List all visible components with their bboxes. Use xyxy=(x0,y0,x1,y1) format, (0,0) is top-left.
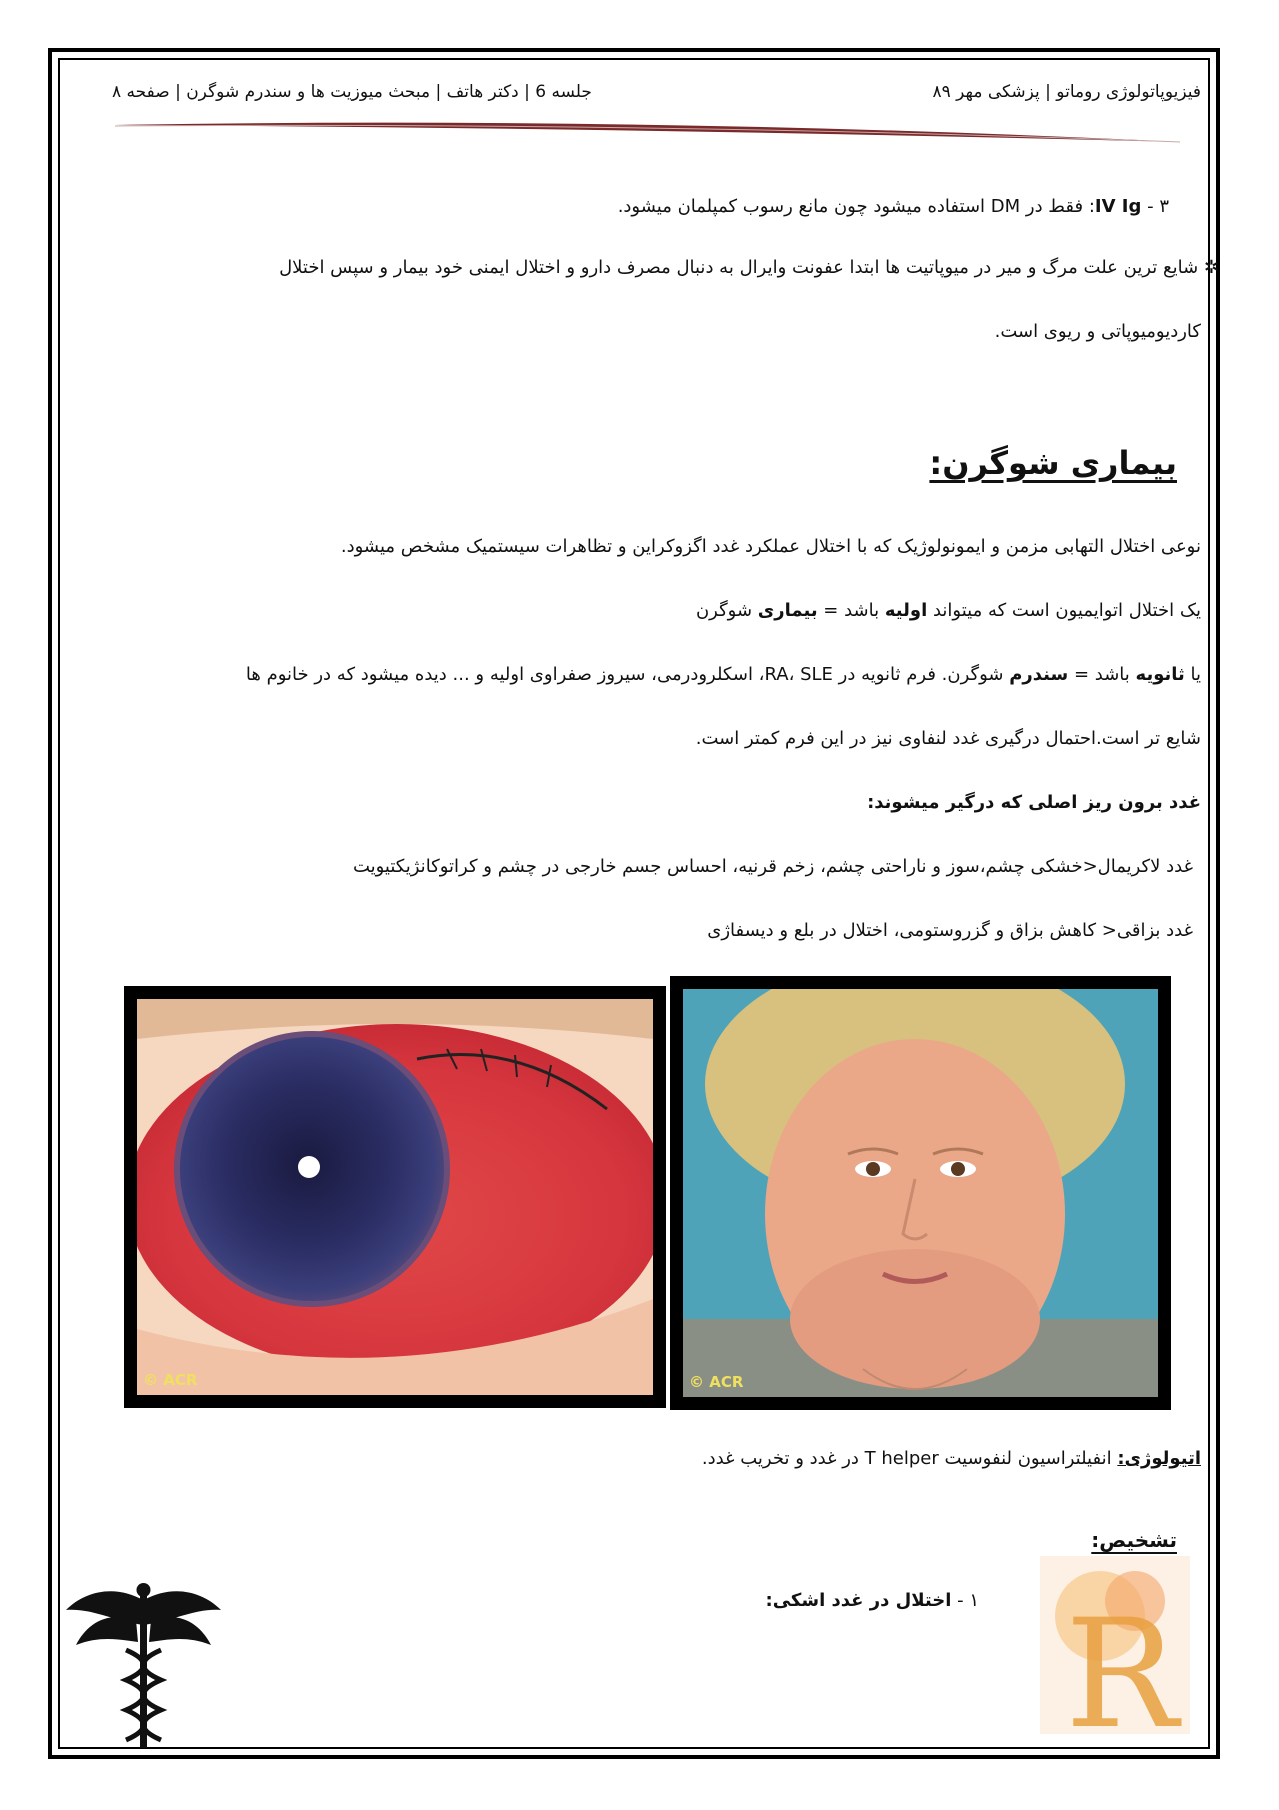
red-eye-illustration xyxy=(137,999,653,1395)
page-frame-inner xyxy=(58,58,1210,1749)
item-ivig: ۳ - IV Ig: فقط در DM استفاده میشود چون مانع رسوب کمپلمان میشود. xyxy=(617,196,1169,217)
header-rule xyxy=(115,122,1180,144)
asterisk-bullet-icon: ✲ xyxy=(1203,257,1219,278)
header-session: جلسه 6 | دکتر هاتف | مبحث میوزیت ها و سندرم شوگرن | صفحه ۸ xyxy=(112,82,592,102)
diagnosis-item-1: ۱ - اختلال در غدد اشکی: xyxy=(765,1590,979,1611)
secondary-text: یا ثانویه باشد = سندرم شوگرن. فرم ثانویه در RA، SLE، اسکلرودرمی، سیروز صفراوی اولیه و ... دیده میشود که در خانوم ها xyxy=(245,664,1201,685)
r-letter-logo-icon xyxy=(1040,1556,1190,1734)
diagnosis-heading: تشخیص: xyxy=(1091,1528,1177,1552)
face-photo-credit: © ACR xyxy=(689,1373,744,1391)
primary-text: یک اختلال اتوایمیون است که میتواند اولیه باشد = بیماری شوگرن xyxy=(695,600,1201,621)
secondary-text-2: شایع تر است.احتمال درگیری غدد لنفاوی نیز در این فرم کمتر است. xyxy=(695,728,1201,749)
face-illustration xyxy=(683,989,1158,1397)
etiology-text: اتیولوژی: انفیلتراسیون لنفوسیت T helper در غدد و تخریب غدد. xyxy=(701,1448,1201,1469)
face-photo xyxy=(670,976,1171,1410)
eye-photo-credit: © ACR xyxy=(143,1371,198,1389)
eye-photo xyxy=(124,986,666,1408)
mortality-line-2: کاردیومیوپاتی و ریوی است. xyxy=(994,321,1201,342)
salivary-text: غدد بزاقی< کاهش بزاق و گزروستومی، اختلال در بلع و دیسفاژی xyxy=(707,920,1193,941)
svg-text:R: R xyxy=(1065,1588,1178,1734)
header-course: فیزیوپاتولوژی روماتو | پزشکی مهر ۸۹ xyxy=(932,82,1201,102)
glands-heading: غدد برون ریز اصلی که درگیر میشوند: xyxy=(867,792,1201,813)
mortality-line-1: ✲ شایع ترین علت مرگ و میر در میوپاتیت ها ابتدا عفونت وایرال به دنبال مصرف دارو و اختلال ایمنی خود بیمار و سپس اختلال xyxy=(279,257,1219,278)
caduceus-logo-icon xyxy=(66,1580,221,1750)
section-title: بیماری شوگرن: xyxy=(929,444,1177,482)
lacrimal-text: غدد لاکریمال<خشکی چشم،سوز و ناراحتی چشم، زخم قرنیه، احساس جسم خارجی در چشم و کراتوکانژیکتیویت xyxy=(352,856,1193,877)
definition-text: نوعی اختلال التهابی مزمن و ایمونولوژیک که با اختلال عملکرد غدد اگزوکراین و تظاهرات سیستمیک مشخص میشود. xyxy=(340,536,1201,557)
